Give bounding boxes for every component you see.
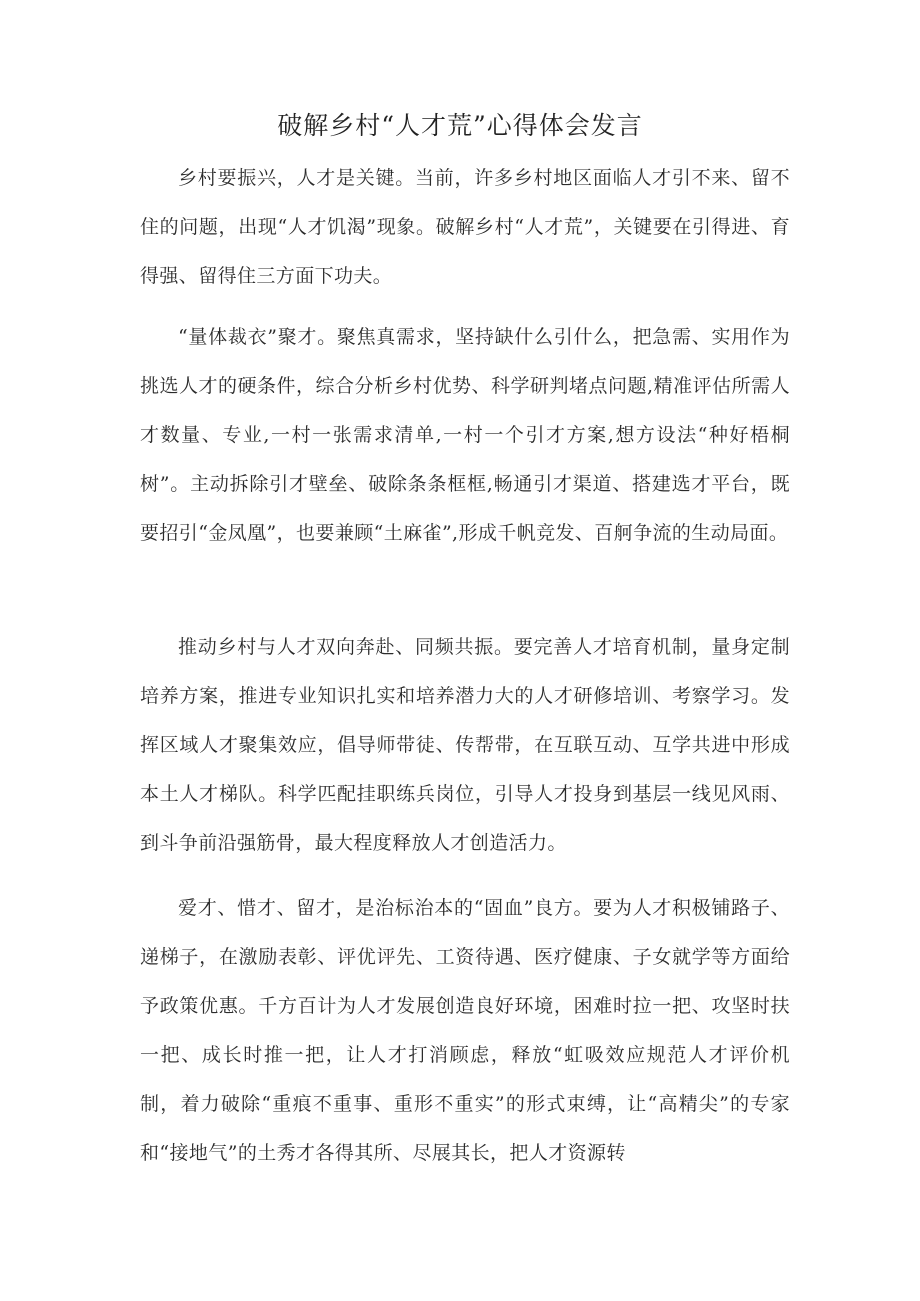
paragraph-attract-talent: “量体裁衣”聚才。聚焦真需求，坚持缺什么引什么，把急需、实用作为挑选人才的硬条件，综合分析乡村优势、科学研判堵点问题,精准评估所需人才数量、专业,一村一张需求清单,一村一个引才方案,想方设法“种好梧桐树”。主动拆除引才壁垒、破除条条框框,畅通引才渠道、搭建选才平台，既要招引“金凤凰”，也要兼顾“土麻雀”,形成千帆竞发、百舸争流的生动局面。 bbox=[140, 326, 790, 544]
document-title: 破解乡村“人才荒”心得体会发言 bbox=[277, 111, 643, 140]
paragraph-retain-talent: 爱才、惜才、留才，是治标治本的“固血”良方。要为人才积极铺路子、递梯子，在激励表彰、评优评先、工资待遇、医疗健康、子女就学等方面给予政策优惠。千方百计为人才发展创造良好环境，困难时拉一把、攻坚时扶一把、成长时推一把，让人才打消顾虑，释放“虹吸效应规范人才评价机制，着力破除“重痕不重事、重形不重实”的形式束缚，让“高精尖”的专家和“接地气”的土秀才各得其所、尽展其长，把人才资源转 bbox=[140, 897, 790, 1164]
paragraph-intro: 乡村要振兴，人才是关键。当前，许多乡村地区面临人才引不来、留不住的问题，出现“人才饥渴”现象。破解乡村“人才荒”，关键要在引得进、育得强、留得住三方面下功夫。 bbox=[140, 167, 790, 287]
paragraph-cultivate-talent: 推动乡村与人才双向奔赴、同频共振。要完善人才培育机制，量身定制培养方案，推进专业知识扎实和培养潜力大的人才研修培训、考察学习。发挥区域人才聚集效应，倡导师带徒、传帮带，在互联互动、互学共进中形成本土人才梯队。科学匹配挂职练兵岗位，引导人才投身到基层一线见风雨、到斗争前沿强筋骨，最大程度释放人才创造活力。 bbox=[140, 636, 790, 854]
